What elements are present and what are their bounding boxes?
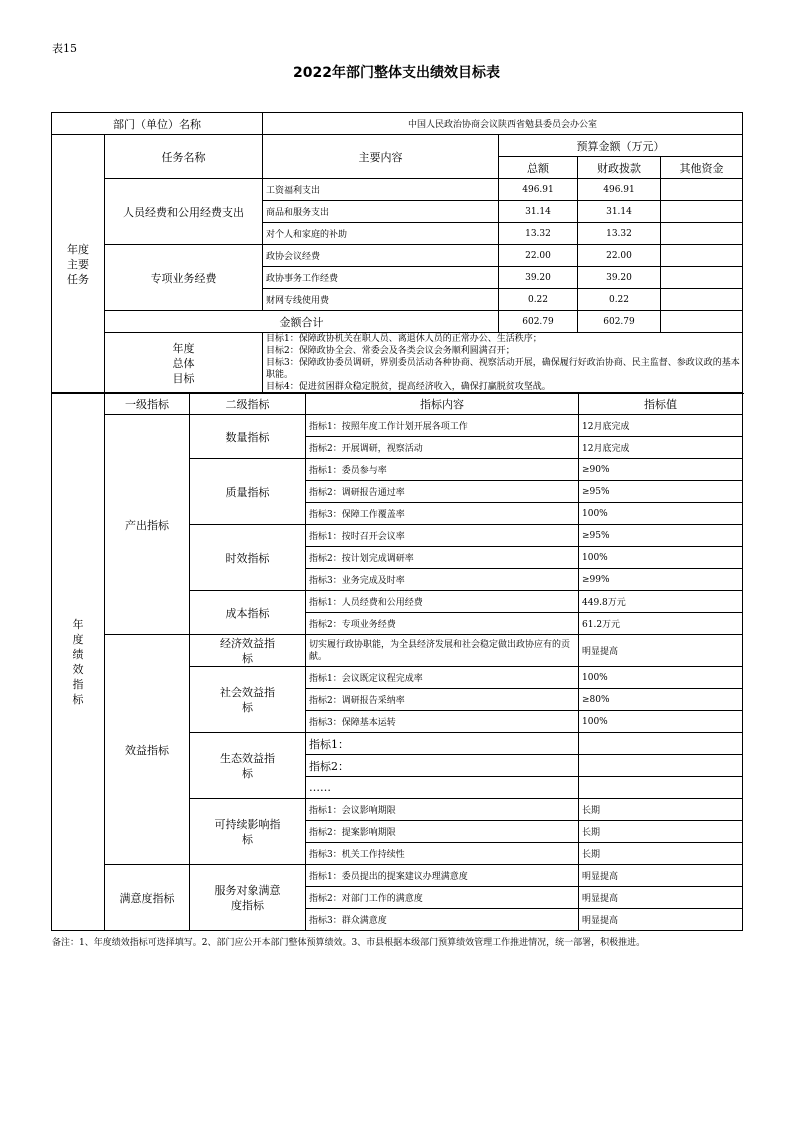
perf-side-label: 年 度 绩 效 指 标: [52, 393, 105, 931]
sum-other: [661, 311, 743, 333]
quantity-indicators: 数量指标: [190, 415, 306, 459]
performance-table: [51, 392, 743, 931]
task-fiscal: 0.22: [578, 289, 661, 311]
main-content-header: 主要内容: [263, 135, 499, 179]
task-other: [661, 289, 743, 311]
task-content: 工资福利支出: [263, 179, 499, 201]
quality-indicators: 质量指标: [190, 459, 306, 525]
indicator-value: 61.2万元: [579, 613, 743, 635]
task-total: 39.20: [499, 267, 578, 289]
indicator-value: [579, 777, 743, 799]
indicator-content: 指标2：调研报告采纳率: [306, 689, 579, 711]
task-content: 政协事务工作经费: [263, 267, 499, 289]
task-table: [51, 112, 743, 394]
task-fiscal: 31.14: [578, 201, 661, 223]
indicator-content: 切实履行政协职能，为全县经济发展和社会稳定做出政协应有的贡献。: [306, 635, 579, 667]
task-fiscal: 22.00: [578, 245, 661, 267]
indicator-content: 指标1：会议既定议程完成率: [306, 667, 579, 689]
task-total: 31.14: [499, 201, 578, 223]
indicator-value: ≥80%: [579, 689, 743, 711]
indicator-value: 449.8万元: [579, 591, 743, 613]
timeliness-indicators: 时效指标: [190, 525, 306, 591]
dept-value: 中国人民政治协商会议陕西省勉县委员会办公室: [263, 113, 743, 135]
table-row: [52, 635, 743, 667]
other-header: 其他资金: [661, 157, 743, 179]
task-content: 对个人和家庭的补助: [263, 223, 499, 245]
goal-line: 目标1：保障政协机关在职人员、离退休人员的正常办公、生活秩序；: [266, 334, 542, 344]
task-content: 财网专线使用费: [263, 289, 499, 311]
indicator-value: 100%: [579, 667, 743, 689]
satisfaction-indicators: 满意度指标: [105, 865, 190, 931]
page-title: 2022年部门整体支出绩效目标表: [293, 65, 500, 81]
indicator-content: 指标2：专项业务经费: [306, 613, 579, 635]
total-header: 总额: [499, 157, 578, 179]
service-satisfaction-indicators: 服务对象满意度指标: [190, 865, 306, 931]
indicator-value: 长期: [579, 843, 743, 865]
task-total: 22.00: [499, 245, 578, 267]
task-name-header: 任务名称: [105, 135, 263, 179]
goal-line: 目标4：促进贫困群众稳定脱贫，提高经济收入，确保打赢脱贫攻坚战。: [266, 382, 551, 392]
indicator-value: ≥99%: [579, 569, 743, 591]
ecological-benefit-indicators: 生态效益指标: [190, 733, 306, 799]
task-other: [661, 245, 743, 267]
indicator-content: 指标3：保障工作覆盖率: [306, 503, 579, 525]
indicator-content: 指标2：开展调研，视察活动: [306, 437, 579, 459]
indicator-content-header: 指标内容: [306, 393, 579, 415]
indicator-content: 指标1：会议影响期限: [306, 799, 579, 821]
indicator-content: 指标1：: [306, 733, 579, 755]
indicator-value: 明显提高: [579, 635, 743, 667]
indicator-content: 指标1：人员经费和公用经费: [306, 591, 579, 613]
table-row: [52, 865, 743, 887]
indicator-value: ≥95%: [579, 481, 743, 503]
indicator-value: 明显提高: [579, 909, 743, 931]
indicator-value: 100%: [579, 547, 743, 569]
indicator-content: 指标2：: [306, 755, 579, 777]
table-row: [52, 245, 743, 267]
overall-side-label: 年度 总体 目标: [105, 333, 263, 394]
indicator-value: 长期: [579, 799, 743, 821]
sum-row: [52, 311, 743, 333]
task-other: [661, 179, 743, 201]
indicator-content: 指标2：对部门工作的满意度: [306, 887, 579, 909]
sustainability-indicators: 可持续影响指标: [190, 799, 306, 865]
table-number: 表15: [52, 42, 77, 55]
indicator-content: 指标2：调研报告通过率: [306, 481, 579, 503]
budget-header: 预算金额（万元）: [499, 135, 743, 157]
task-other: [661, 267, 743, 289]
indicator-value-header: 指标值: [579, 393, 743, 415]
task-fiscal: 496.91: [578, 179, 661, 201]
indicator-value: ≥95%: [579, 525, 743, 547]
tasks-side-label: 年度 主要 任务: [52, 135, 105, 394]
task-total: 496.91: [499, 179, 578, 201]
indicator-value: [579, 733, 743, 755]
task-content: 政协会议经费: [263, 245, 499, 267]
task-fiscal: 13.32: [578, 223, 661, 245]
task-total: 13.32: [499, 223, 578, 245]
goal-line: 目标2：保障政协全会、常委会及各类会议会务顺利圆满召开；: [266, 346, 515, 356]
indicator-value: 100%: [579, 711, 743, 733]
indicator-value: 12月底完成: [579, 437, 743, 459]
indicator-value: 明显提高: [579, 865, 743, 887]
task-other: [661, 201, 743, 223]
indicator-value: [579, 755, 743, 777]
task-total: 0.22: [499, 289, 578, 311]
sum-total: 602.79: [499, 311, 578, 333]
indicator-content: 指标3：保障基本运转: [306, 711, 579, 733]
sum-fiscal: 602.79: [578, 311, 661, 333]
economic-benefit-indicators: 经济效益指标: [190, 635, 306, 667]
table-row: [52, 179, 743, 201]
indicator-content: 指标1：委员提出的提案建议办理满意度: [306, 865, 579, 887]
indicator-content: 指标3：群众满意度: [306, 909, 579, 931]
indicator-value: 明显提高: [579, 887, 743, 909]
sum-label: 金额合计: [105, 311, 499, 333]
indicator-content: 指标2：按计划完成调研率: [306, 547, 579, 569]
fiscal-header: 财政拨款: [578, 157, 661, 179]
table-row: [52, 415, 743, 437]
indicator-content: ……: [306, 777, 579, 799]
indicator-value: 12月底完成: [579, 415, 743, 437]
task-group-name: 专项业务经费: [105, 245, 263, 311]
indicator-content: 指标2：提案影响期限: [306, 821, 579, 843]
output-indicators: 产出指标: [105, 415, 190, 635]
task-content: 商品和服务支出: [263, 201, 499, 223]
indicator-value: 100%: [579, 503, 743, 525]
indicator-content: 指标3：机关工作持续性: [306, 843, 579, 865]
indicator-value: ≥90%: [579, 459, 743, 481]
level2-header: 二级指标: [190, 393, 306, 415]
indicator-content: 指标1：委员参与率: [306, 459, 579, 481]
overall-goals: [263, 333, 743, 394]
task-other: [661, 223, 743, 245]
benefit-indicators: 效益指标: [105, 635, 190, 865]
indicator-content: 指标1：按照年度工作计划开展各项工作: [306, 415, 579, 437]
cost-indicators: 成本指标: [190, 591, 306, 635]
indicator-content: 指标3：业务完成及时率: [306, 569, 579, 591]
social-benefit-indicators: 社会效益指标: [190, 667, 306, 733]
task-fiscal: 39.20: [578, 267, 661, 289]
indicator-value: 长期: [579, 821, 743, 843]
indicator-content: 指标1：按时召开会议率: [306, 525, 579, 547]
level1-header: 一级指标: [105, 393, 190, 415]
footnote: 备注：1、年度绩效指标可选择填写。2、部门应公开本部门整体预算绩效。3、市县根据本级部门预算绩效管理工作推进情况，统一部署，积极推进。: [52, 938, 646, 948]
dept-label: 部门（单位）名称: [52, 113, 263, 135]
task-group-name: 人员经费和公用经费支出: [105, 179, 263, 245]
goal-line: 目标3：保障政协委员调研，界别委员活动各种协商、视察活动开展，确保履行好政治协商、民主监督、参政议政的基本职能。: [266, 358, 740, 380]
